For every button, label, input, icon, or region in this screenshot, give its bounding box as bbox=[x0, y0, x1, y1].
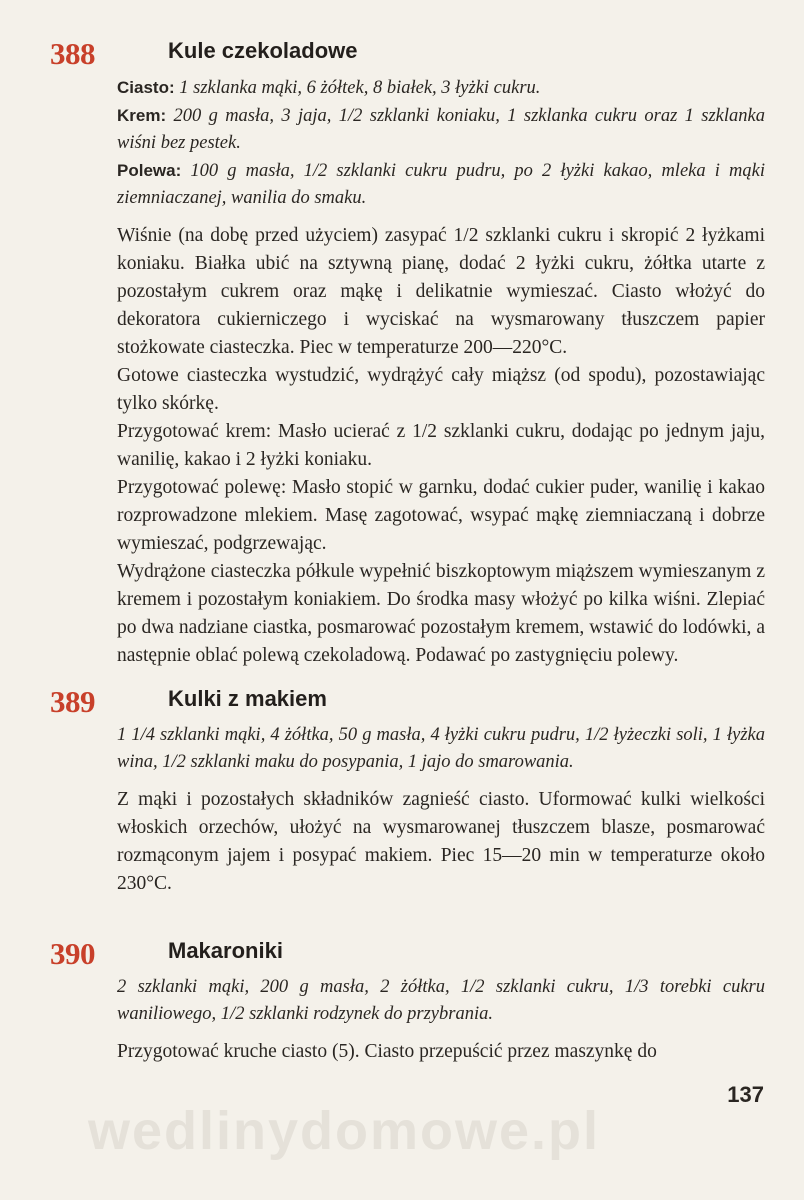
ingredient-label: Ciasto: bbox=[117, 78, 175, 97]
instruction-paragraph: Przygotować krem: Masło ucierać z 1/2 szklanki cukru, dodając po jednym jaju, wanilię, kakao i 2 łyżki koniaku. bbox=[117, 421, 765, 470]
page-number: 137 bbox=[727, 1082, 764, 1107]
instruction-paragraph: Gotowe ciasteczka wystudzić, wydrążyć cały miąższ (od spodu), pozostawiając tylko skórkę. bbox=[117, 365, 765, 414]
instruction-paragraph: Z mąki i pozostałych składników zagnieść ciasto. Uformować kulki wielkości włoskich orzechów, ułożyć na wysmarowanej tłuszczem blasze, posmarować rozmąconym jajem i posypać makiem. Piec 15—20 min w temperaturze około 230°C. bbox=[117, 789, 765, 894]
instruction-paragraph: Wydrążone ciasteczka półkule wypełnić biszkoptowym miąższem wymieszanym z kremem i pozostałym koniakiem. Do środka masy włożyć po kilka wiśni. Zlepiać po dwa nadziane ciastka, posmarować pozostałym kremem, wstawić do lodówki, a następnie oblać polewą czekoladową. Podawać po zastygnięciu polewy. bbox=[117, 561, 765, 666]
recipe-body bbox=[117, 74, 765, 670]
ingredients-line: 1 1/4 szklanki mąki, 4 żółtka, 50 g masła, 4 łyżki cukru pudru, 1/2 łyżeczki soli, 1 łyżka wina, 1/2 szklanki maku do posypania, 1 jajo do smarowania. bbox=[117, 725, 765, 772]
recipe-title: Makaroniki bbox=[168, 938, 283, 963]
recipe-number: 388 bbox=[50, 36, 95, 71]
ingredients-line bbox=[117, 102, 765, 157]
ingredients-line bbox=[117, 74, 765, 102]
ingredient-text: 1 szklanka mąki, 6 żółtek, 8 białek, 3 łyżki cukru. bbox=[174, 78, 541, 98]
recipe-title: Kule czekoladowe bbox=[168, 38, 358, 63]
instruction-paragraph: Przygotować polewę: Masło stopić w garnku, dodać cukier puder, wanilię i kakao rozprowadzone mlekiem. Masę zagotować, wsypać mąkę ziemniaczaną i dobrze wymieszać, podgrzewając. bbox=[117, 477, 765, 554]
watermark: wedlinydomowe.pl bbox=[88, 1101, 601, 1161]
recipe-body bbox=[117, 974, 765, 1066]
instruction-paragraph: Przygotować kruche ciasto (5). Ciasto przepuścić przez maszynkę do bbox=[117, 1041, 657, 1062]
ingredient-text: 100 g masła, 1/2 szklanki cukru pudru, po 2 łyżki kakao, mleka i mąki ziemniaczanej, wanilia do smaku. bbox=[117, 161, 765, 208]
ingredients-line: 2 szklanki mąki, 200 g masła, 2 żółtka, 1/2 szklanki cukru, 1/3 torebki cukru waniliowego, 1/2 szklanki rodzynek do przybrania. bbox=[117, 977, 765, 1024]
recipe-title: Kulki z makiem bbox=[168, 686, 327, 711]
recipe-number: 389 bbox=[50, 684, 95, 719]
ingredient-label: Krem: bbox=[117, 106, 167, 125]
ingredient-text: 200 g masła, 3 jaja, 1/2 szklanki koniaku, 1 szklanka cukru oraz 1 szklanka wiśni bez pestek. bbox=[117, 106, 765, 153]
instruction-paragraph: Wiśnie (na dobę przed użyciem) zasypać 1/2 szklanki cukru i skropić 2 łyżkami koniaku. Białka ubić na sztywną pianę, dodać 2 łyżki cukru, żółtka utarte z pozostałym cukrem oraz mąkę i delikatnie wymieszać. Ciasto włożyć do dekoratora cukierniczego i wyciskać na wysmarowany tłuszczem papier stożkowate ciasteczka. Piec w temperaturze 200—220°C. bbox=[117, 225, 765, 358]
ingredients-line bbox=[117, 157, 765, 212]
recipe-body bbox=[117, 722, 765, 898]
recipe-number: 390 bbox=[50, 936, 95, 971]
ingredient-label: Polewa: bbox=[117, 161, 182, 180]
